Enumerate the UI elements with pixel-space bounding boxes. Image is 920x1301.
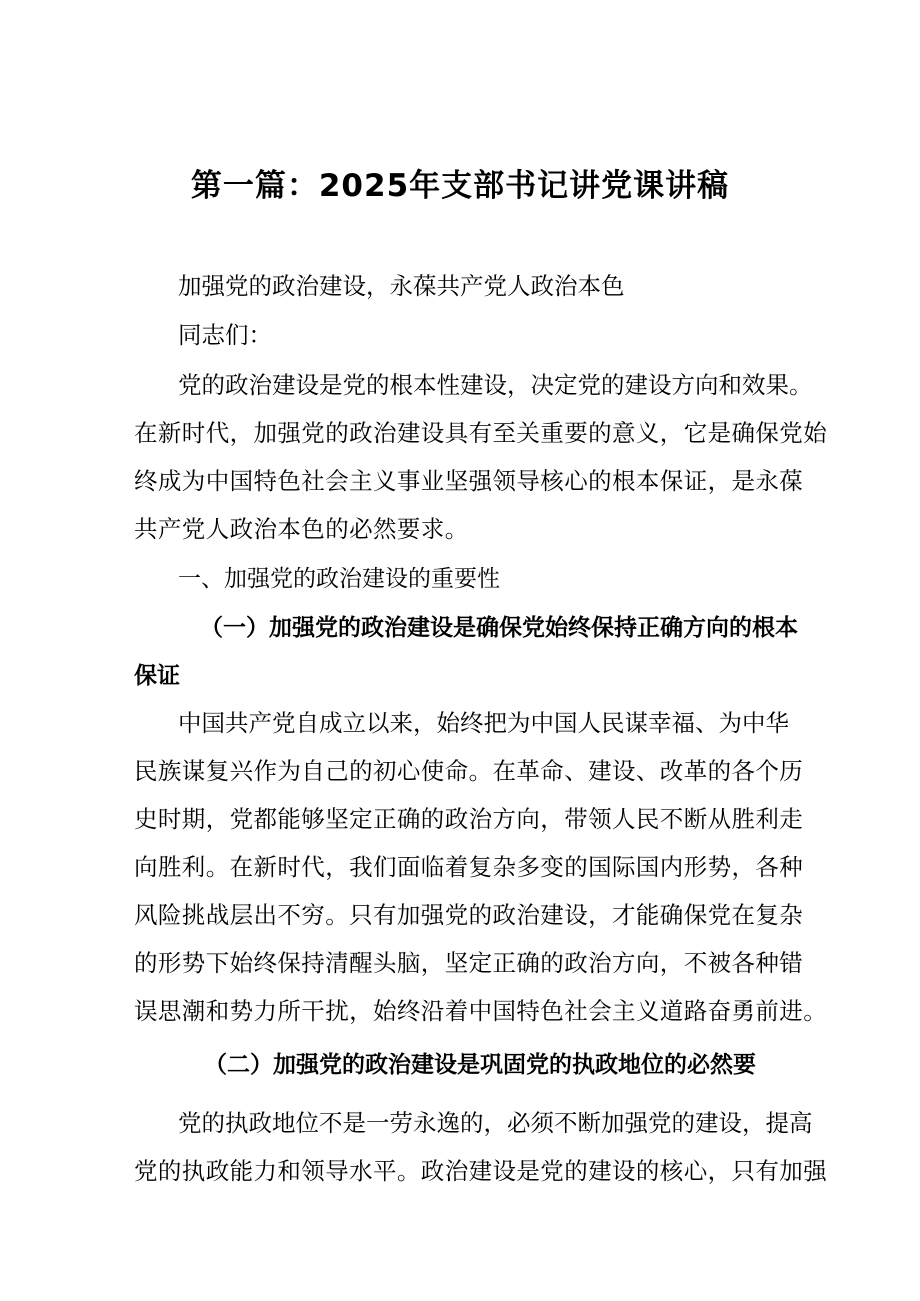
- intro-line: 在新时代，加强党的政治建设具有至关重要的意义，它是确保党始: [134, 419, 828, 447]
- paragraph-line: 的形势下始终保持清醒头脑，坚定正确的政治方向，不被各种错: [134, 949, 804, 977]
- intro-line: 共产党人政治本色的必然要求。: [134, 515, 469, 543]
- subsection-heading: （一）加强党的政治建设是确保党始终保持正确方向的根本: [200, 614, 798, 641]
- subtitle: 加强党的政治建设，永葆共产党人政治本色: [178, 272, 625, 300]
- paragraph-line: 民族谋复兴作为自己的初心使命。在革命、建设、改革的各个历: [134, 757, 804, 785]
- document-title: 第一篇：2025年支部书记讲党课讲稿: [190, 168, 730, 204]
- greeting: 同志们：: [178, 321, 272, 349]
- subsection-heading: （二）加强党的政治建设是巩固党的执政地位的必然要: [204, 1051, 756, 1078]
- paragraph-line: 中国共产党自成立以来，始终把为中国人民谋幸福、为中华: [178, 709, 789, 737]
- intro-line: 终成为中国特色社会主义事业坚强领导核心的根本保证，是永葆: [134, 467, 804, 495]
- paragraph-line: 向胜利。在新时代，我们面临着复杂多变的国际国内形势，各种: [134, 853, 804, 881]
- paragraph-line: 党的执政地位不是一劳永逸的，必须不断加强党的建设，提高: [178, 1109, 813, 1137]
- intro-line: 党的政治建设是党的根本性建设，决定党的建设方向和效果。: [178, 371, 813, 399]
- subsection-heading: 保证: [134, 662, 180, 689]
- paragraph-line: 党的执政能力和领导水平。政治建设是党的建设的核心，只有加强: [134, 1157, 828, 1185]
- paragraph-line: 史时期，党都能够坚定正确的政治方向，带领人民不断从胜利走: [134, 805, 804, 833]
- paragraph-line: 风险挑战层出不穷。只有加强党的政治建设，才能确保党在复杂: [134, 901, 804, 929]
- paragraph-line: 误思潮和势力所干扰，始终沿着中国特色社会主义道路奋勇前进。: [134, 997, 828, 1025]
- section-heading: 一、加强党的政治建设的重要性: [178, 566, 500, 592]
